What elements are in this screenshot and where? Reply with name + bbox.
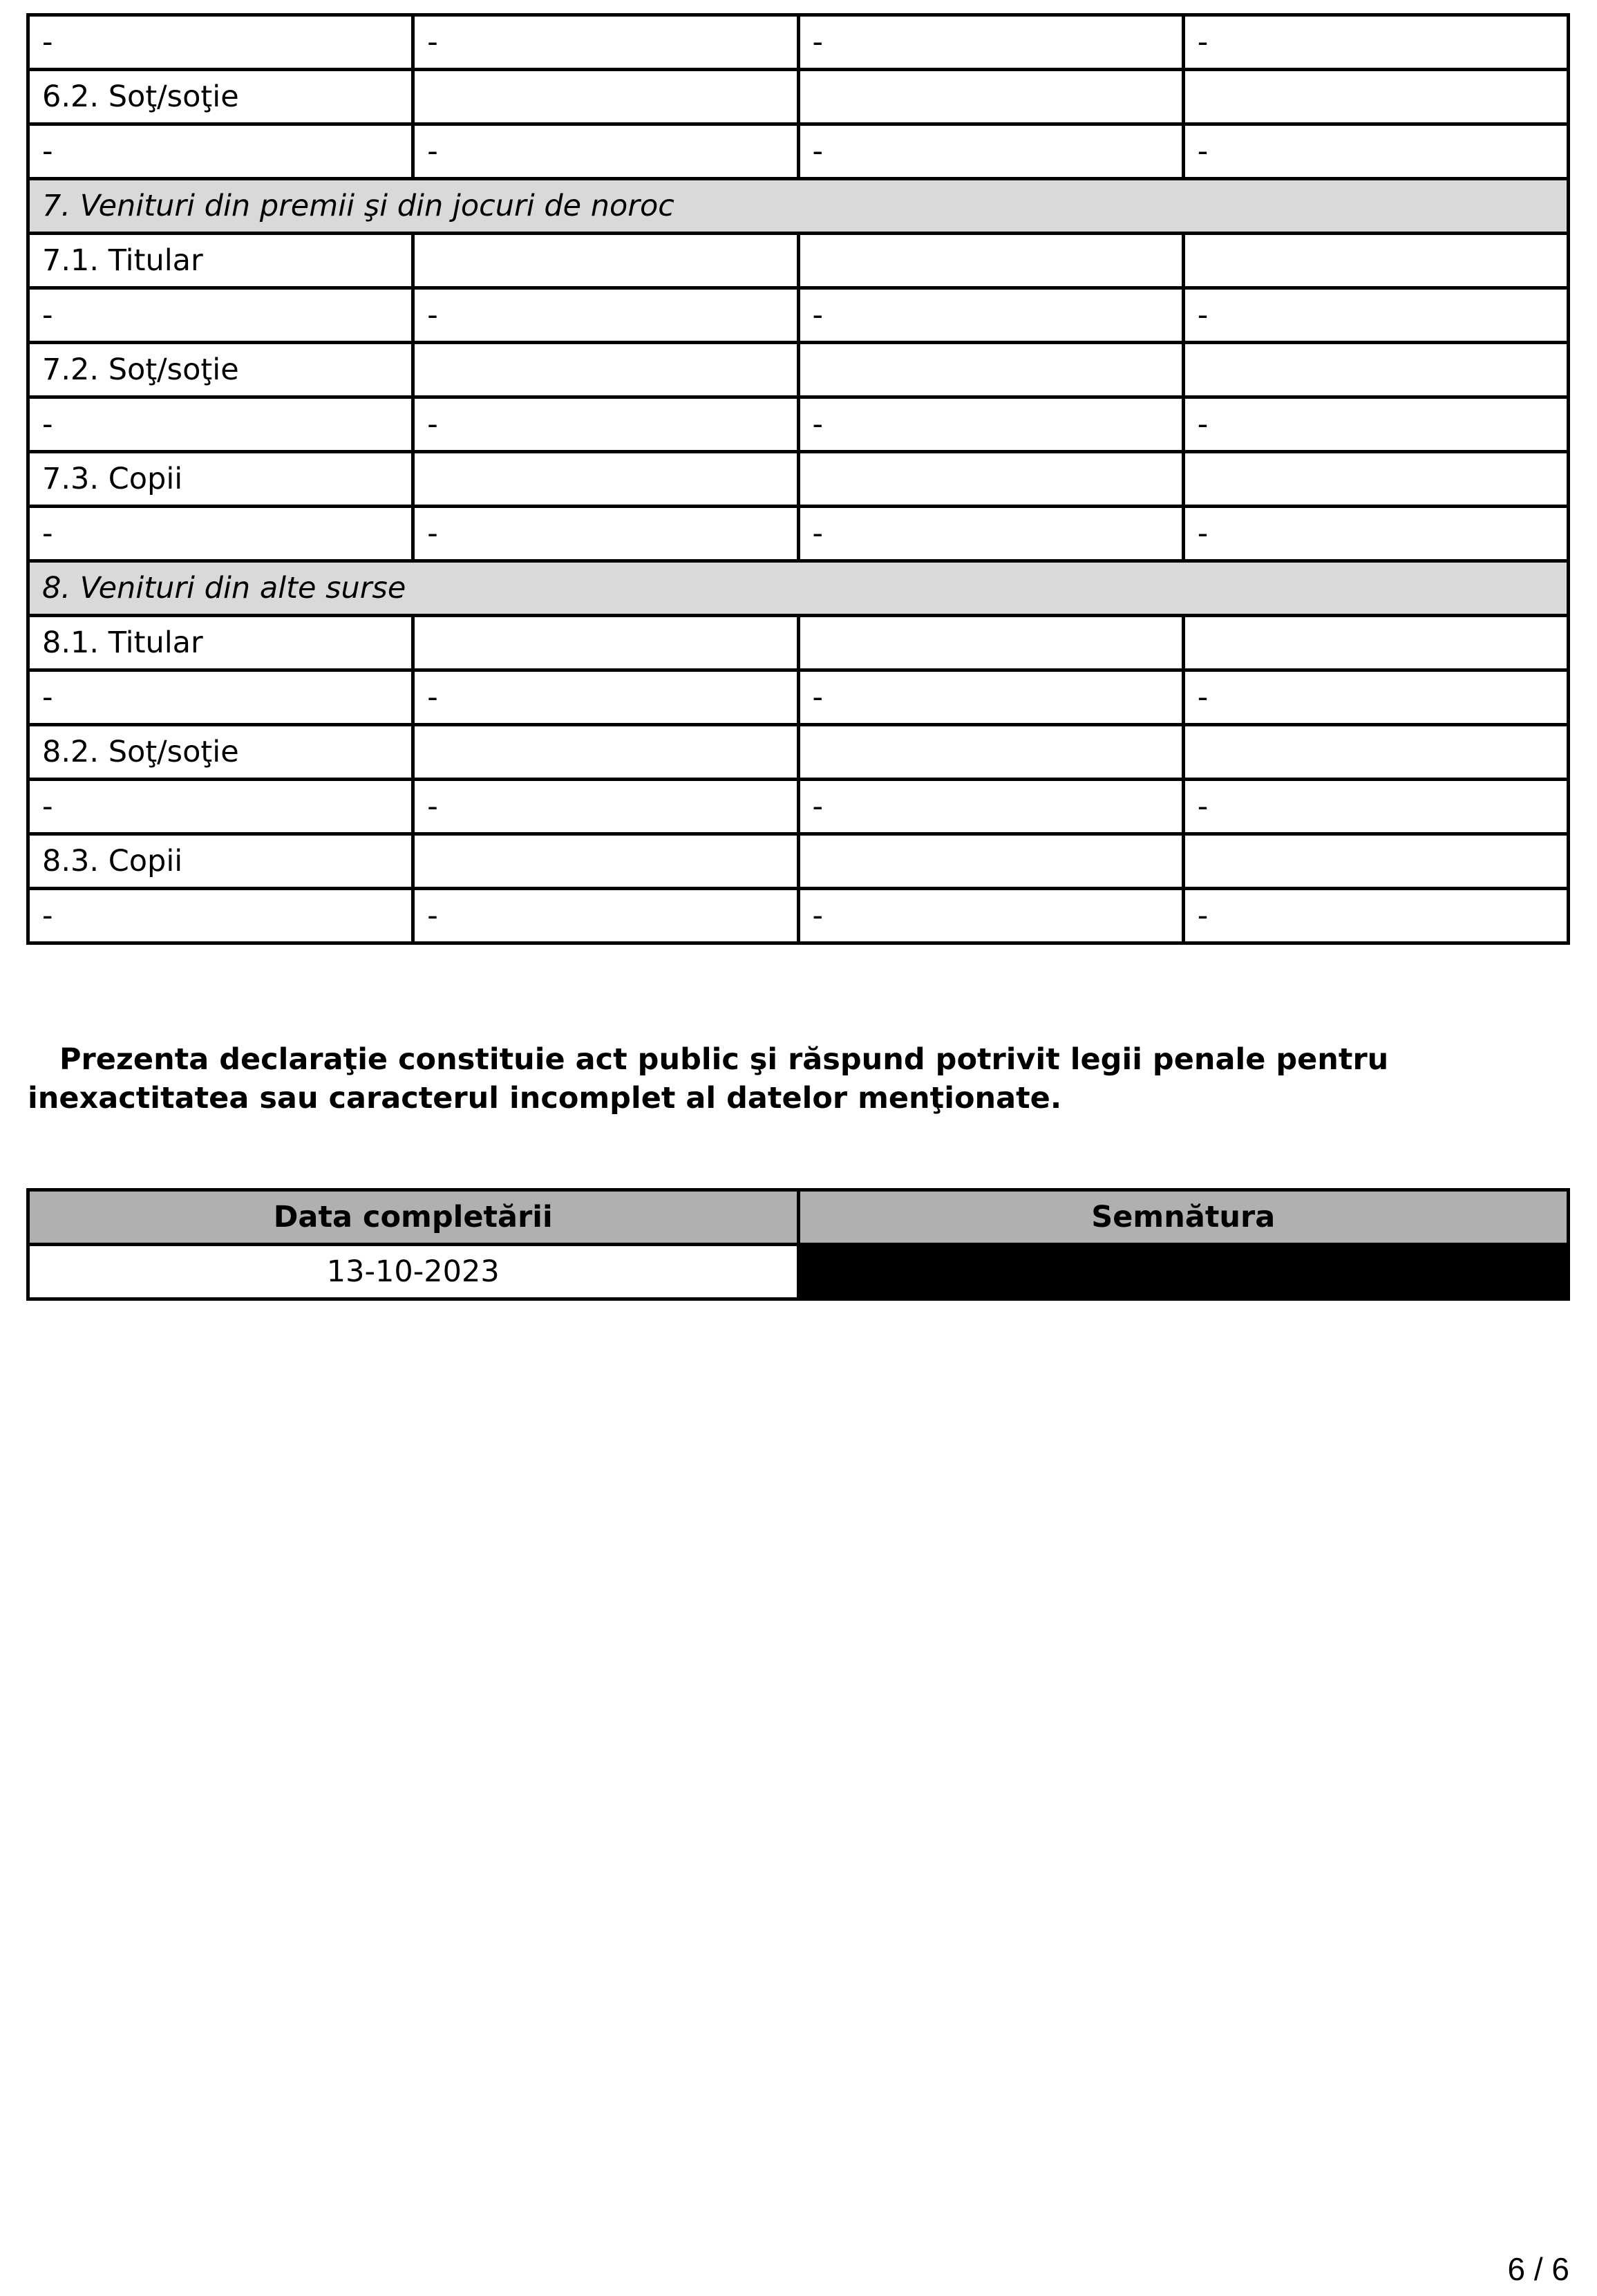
table-cell: - [413,780,798,834]
table-cell [798,452,1183,507]
table-cell [1183,725,1568,780]
table-cell: - [1183,670,1568,725]
table-row [28,288,1569,343]
page-number: 6 / 6 [1507,2251,1569,2287]
subsection-label: 6.2. Soţ/soţie [28,70,413,124]
table-row [28,343,1569,397]
table-row [28,124,1569,179]
date-header: Data completării [28,1190,799,1245]
table-row [28,889,1569,943]
table-cell: - [798,670,1183,725]
table-cell [798,343,1183,397]
table-cell: - [28,15,413,70]
table-cell: - [1183,507,1568,561]
table-cell [1183,343,1568,397]
table-cell [1183,616,1568,670]
table-cell [413,234,798,288]
subsection-label: 7.3. Copii [28,452,413,507]
table-cell: - [798,780,1183,834]
table-cell [1183,70,1568,124]
table-cell [413,725,798,780]
table-cell: - [798,889,1183,943]
table-cell: - [413,124,798,179]
table-row [28,834,1569,889]
table-cell: - [1183,397,1568,452]
table-row [28,725,1569,780]
table-cell [413,452,798,507]
income-table-body [28,15,1569,943]
table-cell: - [28,670,413,725]
table-cell: - [28,124,413,179]
table-cell: - [413,288,798,343]
table-cell: - [798,507,1183,561]
signature-value-row [28,1245,1569,1299]
section-header-row [28,179,1569,234]
table-cell [1183,452,1568,507]
completion-date: 13-10-2023 [28,1245,799,1299]
table-cell: - [28,397,413,452]
table-cell: - [798,124,1183,179]
table-cell [1183,234,1568,288]
table-row [28,15,1569,70]
signature-header-row [28,1190,1569,1245]
table-cell [413,616,798,670]
subsection-label: 8.2. Soţ/soţie [28,725,413,780]
section-header: 8. Venituri din alte surse [28,561,1569,616]
table-cell [1183,834,1568,889]
table-cell: - [1183,15,1568,70]
signature-header: Semnătura [798,1190,1569,1245]
table-cell: - [798,397,1183,452]
table-cell: - [28,288,413,343]
table-cell: - [413,670,798,725]
table-cell: - [1183,889,1568,943]
table-row [28,234,1569,288]
table-cell: - [413,507,798,561]
table-cell: - [798,15,1183,70]
table-cell: - [28,889,413,943]
table-cell: - [1183,124,1568,179]
table-row [28,616,1569,670]
subsection-label: 8.1. Titular [28,616,413,670]
subsection-label: 7.2. Soţ/soţie [28,343,413,397]
section-header-row [28,561,1569,616]
table-cell [798,834,1183,889]
table-cell: - [798,288,1183,343]
table-cell: - [413,889,798,943]
redacted-signature [798,1245,1569,1299]
section-header: 7. Venituri din premii şi din jocuri de noroc [28,179,1569,234]
table-cell [413,70,798,124]
subsection-label: 7.1. Titular [28,234,413,288]
table-row [28,70,1569,124]
table-row [28,507,1569,561]
table-cell [798,725,1183,780]
subsection-label: 8.3. Copii [28,834,413,889]
table-row [28,397,1569,452]
table-cell: - [1183,288,1568,343]
table-row [28,452,1569,507]
signature-table [26,1188,1570,1301]
table-cell: - [1183,780,1568,834]
table-cell: - [413,397,798,452]
table-cell [413,343,798,397]
table-cell [798,616,1183,670]
table-row [28,780,1569,834]
table-cell [413,834,798,889]
table-cell: - [28,507,413,561]
table-row [28,670,1569,725]
table-cell [798,70,1183,124]
table-cell [798,234,1183,288]
table-cell: - [413,15,798,70]
declaration-statement: Prezenta declaraţie constituie act public şi răspund potrivit legii penale pentru inexactitatea sau caracterul incomplet al datelor menţionate. [28,1042,1389,1116]
table-cell: - [28,780,413,834]
income-table [26,13,1570,945]
